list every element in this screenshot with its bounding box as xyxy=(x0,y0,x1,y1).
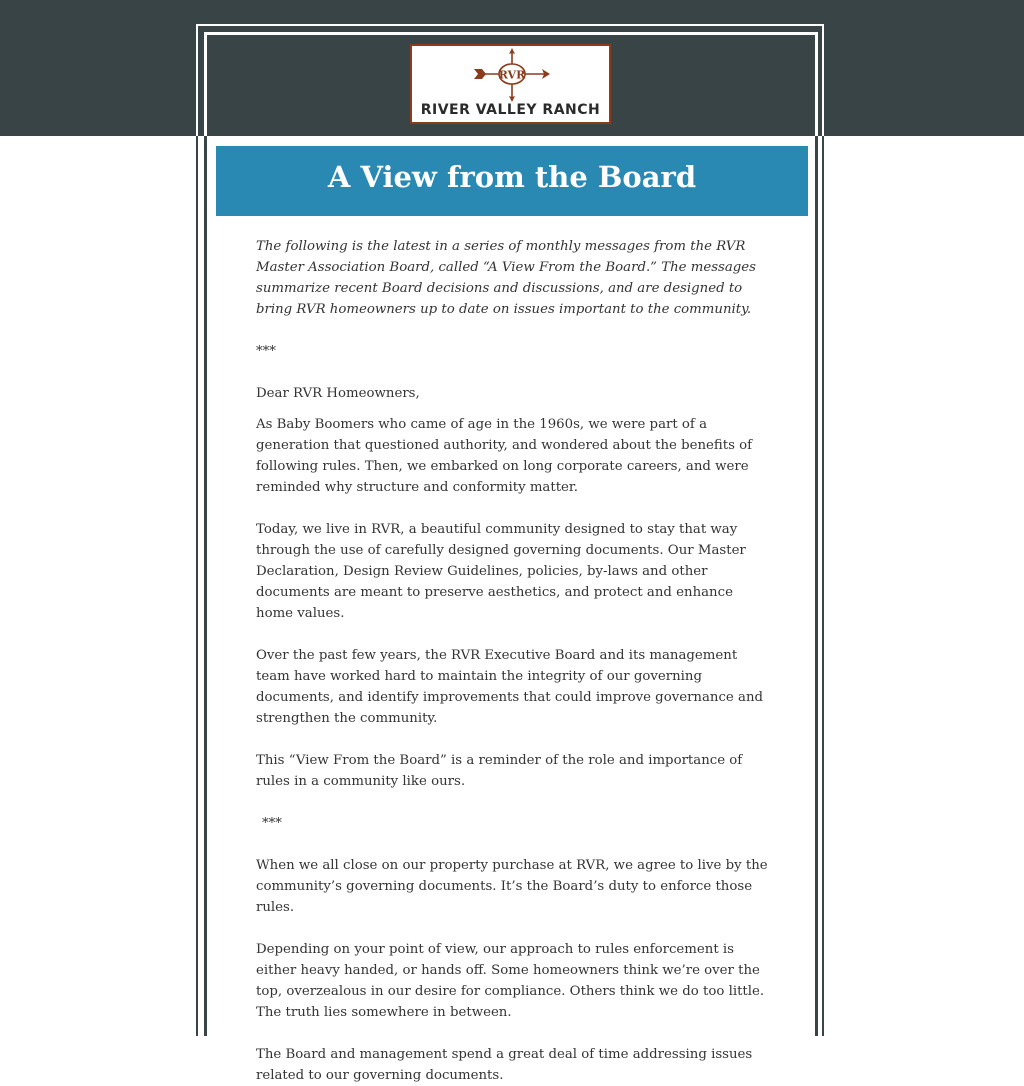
paragraph: Depending on your point of view, our approach to rules enforcement is either heavy handed, or hands off. Some homeowners think we’re over the top, overzealous in our desire for compliance. Others think we do too little. The truth lies somewhere in between. xyxy=(256,942,765,1020)
intro-paragraph: The following is the latest in a series of monthly messages from the RVR Master Association Board, called “A View From the Board.” The messages summarize recent Board decisions and discussions, and are designed to bring RVR homeowners up to date on issues important to the community. xyxy=(256,239,756,317)
paragraph: The Board and management spend a great deal of time addressing issues related to our governing documents. xyxy=(256,1047,753,1083)
logo-name: RIVER VALLEY RANCH xyxy=(420,102,601,118)
salutation: Dear RVR Homeowners, xyxy=(256,386,420,401)
paragraph: Today, we live in RVR, a beautiful community designed to stay that way through the use of carefully designed governing documents. Our Master Declaration, Design Review Guidelines, policies, by-laws and other documents are meant to preserve aesthetics, and protect and enhance home values. xyxy=(256,522,746,621)
title-banner xyxy=(216,146,808,216)
rvr-logo[interactable] xyxy=(410,44,611,124)
paragraph: As Baby Boomers who came of age in the 1960s, we were part of a generation that questioned authority, and wondered about the benefits of following rules. Then, we embarked on long corporate careers, and were reminded why structure and conformity matter. xyxy=(256,417,753,495)
paragraph: When we all close on our property purchase at RVR, we agree to live by the community’s governing documents. It’s the Board’s duty to enforce those rules. xyxy=(256,858,768,915)
arrow-compass-logo-icon xyxy=(472,48,552,102)
page-title: A View from the Board xyxy=(327,160,697,194)
article-body xyxy=(256,236,768,1086)
paragraph: This “View From the Board” is a reminder of the role and importance of rules in a community like ours. xyxy=(256,753,743,789)
svg-text:RVR: RVR xyxy=(498,68,526,82)
paragraph: Over the past few years, the RVR Executive Board and its management team have worked hard to maintain the integrity of our governing documents, and identify improvements that could improve governance and strengthen the community. xyxy=(256,648,764,726)
separator: *** xyxy=(256,344,276,359)
separator: *** xyxy=(262,816,282,831)
